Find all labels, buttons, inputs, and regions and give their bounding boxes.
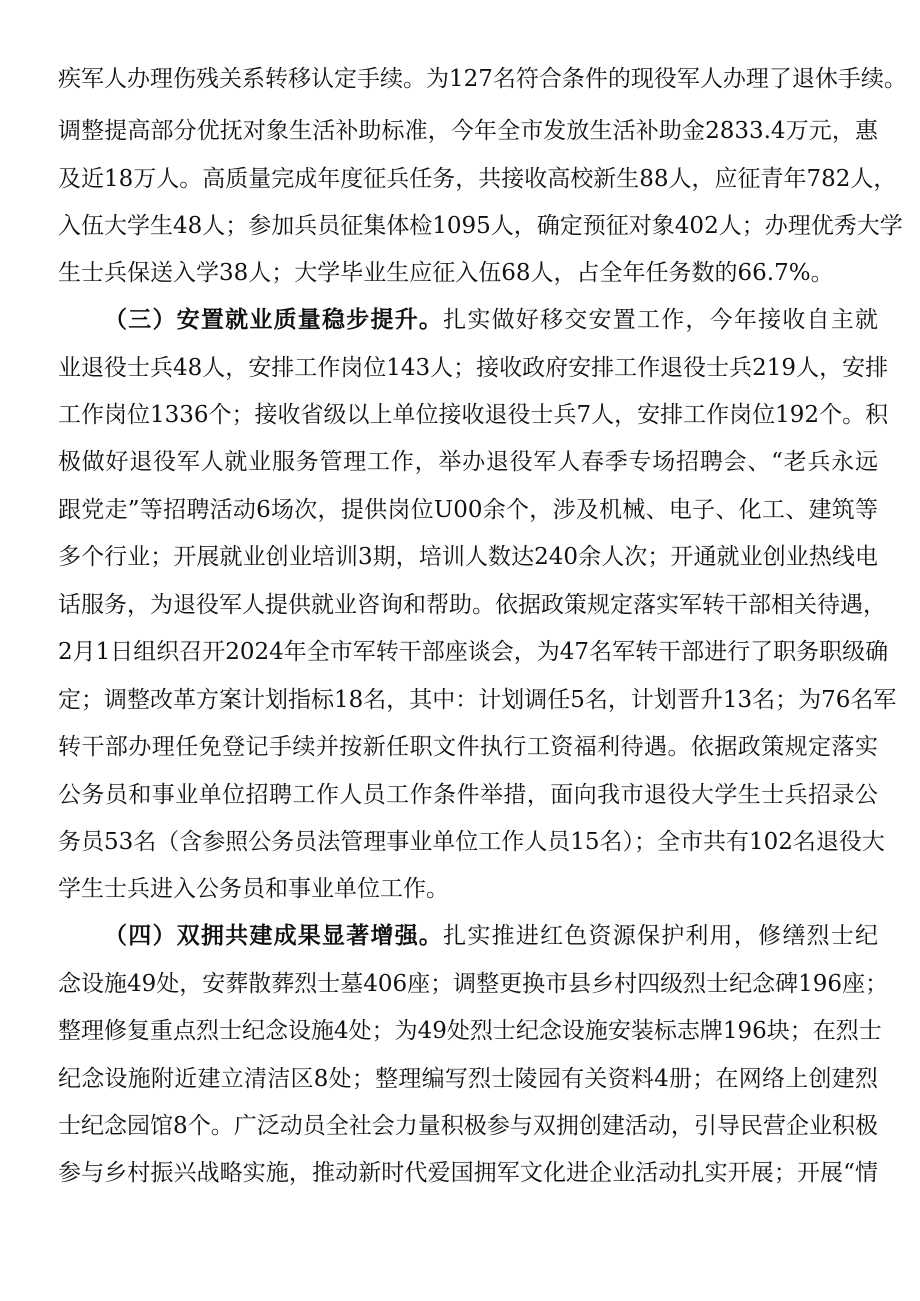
paragraph-2-line-13: 学生士兵进入公务员和事业单位工作。 bbox=[58, 876, 449, 902]
paragraph-2-line-3: 工作岗位1336个；接收省级以上单位接收退役士兵7人，安排工作岗位192个。积 bbox=[58, 402, 889, 428]
paragraph-1-line-5: 生士兵保送入学38人；大学毕业生应征入伍68人，占全年任务数的66.7%。 bbox=[58, 260, 834, 286]
paragraph-1-line-1: 疾军人办理伤残关系转移认定手续。为127名符合条件的现役军人办理了退休手续。 bbox=[58, 66, 907, 92]
paragraph-3-line-2: 念设施49处，安葬散葬烈士墓406座；调整更换市县乡村四级烈士纪念碑196座； bbox=[58, 971, 889, 997]
paragraph-1-line-4: 入伍大学生48人；参加兵员征集体检1095人，确定预征对象402人；办理优秀大学 bbox=[58, 213, 903, 239]
paragraph-3-line-1-text: 扎实推进红色资源保护利用，修缮烈士纪 bbox=[443, 923, 879, 949]
paragraph-2-line-2: 业退役士兵48人，安排工作岗位143人；接收政府安排工作退役士兵219人，安排 bbox=[58, 355, 889, 381]
paragraph-2-line-8: 2月1日组织召开2024年全市军转干部座谈会，为47名军转干部进行了职务职级确 bbox=[58, 639, 889, 665]
paragraph-2-line-6: 多个行业；开展就业创业培训3期，培训人数达240余人次；开通就业创业热线电 bbox=[58, 544, 878, 570]
paragraph-2-line-10: 转干部办理任免登记手续并按新任职文件执行工资福利待遇。依据政策规定落实 bbox=[58, 734, 878, 760]
paragraph-2-line-5: 跟党走”等招聘活动6场次，提供岗位U00余个，涉及机械、电子、化工、建筑等 bbox=[58, 497, 878, 523]
section-heading-4: （四）双拥共建成果显著增强。 bbox=[104, 922, 444, 949]
paragraph-2-line-1 bbox=[104, 305, 878, 335]
paragraph-1-line-2: 调整提高部分优抚对象生活补助标准，今年全市发放生活补助金2833.4万元，惠 bbox=[58, 118, 878, 144]
paragraph-2-line-11: 公务员和事业单位招聘工作人员工作条件举措，面向我市退役大学生士兵招录公 bbox=[58, 782, 878, 808]
paragraph-3-line-1 bbox=[104, 921, 878, 951]
paragraph-2-line-9: 定；调整改革方案计划指标18名，其中：计划调任5名，计划晋升13名；为76名军 bbox=[58, 687, 897, 713]
paragraph-2-line-12: 务员53名（含参照公务员法管理事业单位工作人员15名）；全市共有102名退役大 bbox=[58, 829, 885, 855]
paragraph-2-line-7: 话服务，为退役军人提供就业咨询和帮助。依据政策规定落实军转干部相关待遇， bbox=[58, 592, 886, 618]
paragraph-1-line-3: 及近18万人。高质量完成年度征兵任务，共接收高校新生88人，应征青年782人， bbox=[58, 166, 897, 192]
paragraph-2-line-1-text: 扎实做好移交安置工作，今年接收自主就 bbox=[443, 307, 879, 333]
paragraph-2-line-4: 极做好退役军人就业服务管理工作，举办退役军人春季专场招聘会、“老兵永远 bbox=[58, 449, 878, 475]
paragraph-3-line-6: 参与乡村振兴战略实施，推动新时代爱国拥军文化进企业活动扎实开展；开展“情 bbox=[58, 1160, 878, 1186]
paragraph-3-line-5: 士纪念园馆8个。广泛动员全社会力量积极参与双拥创建活动，引导民营企业积极 bbox=[58, 1113, 878, 1139]
section-heading-3: （三）安置就业质量稳步提升。 bbox=[104, 306, 444, 333]
paragraph-3-line-3: 整理修复重点烈士纪念设施4处；为49处烈士纪念设施安装标志牌196块；在烈士 bbox=[58, 1018, 882, 1044]
paragraph-3-line-4: 纪念设施附近建立清洁区8处；整理编写烈士陵园有关资料4册；在网络上创建烈 bbox=[58, 1066, 878, 1092]
